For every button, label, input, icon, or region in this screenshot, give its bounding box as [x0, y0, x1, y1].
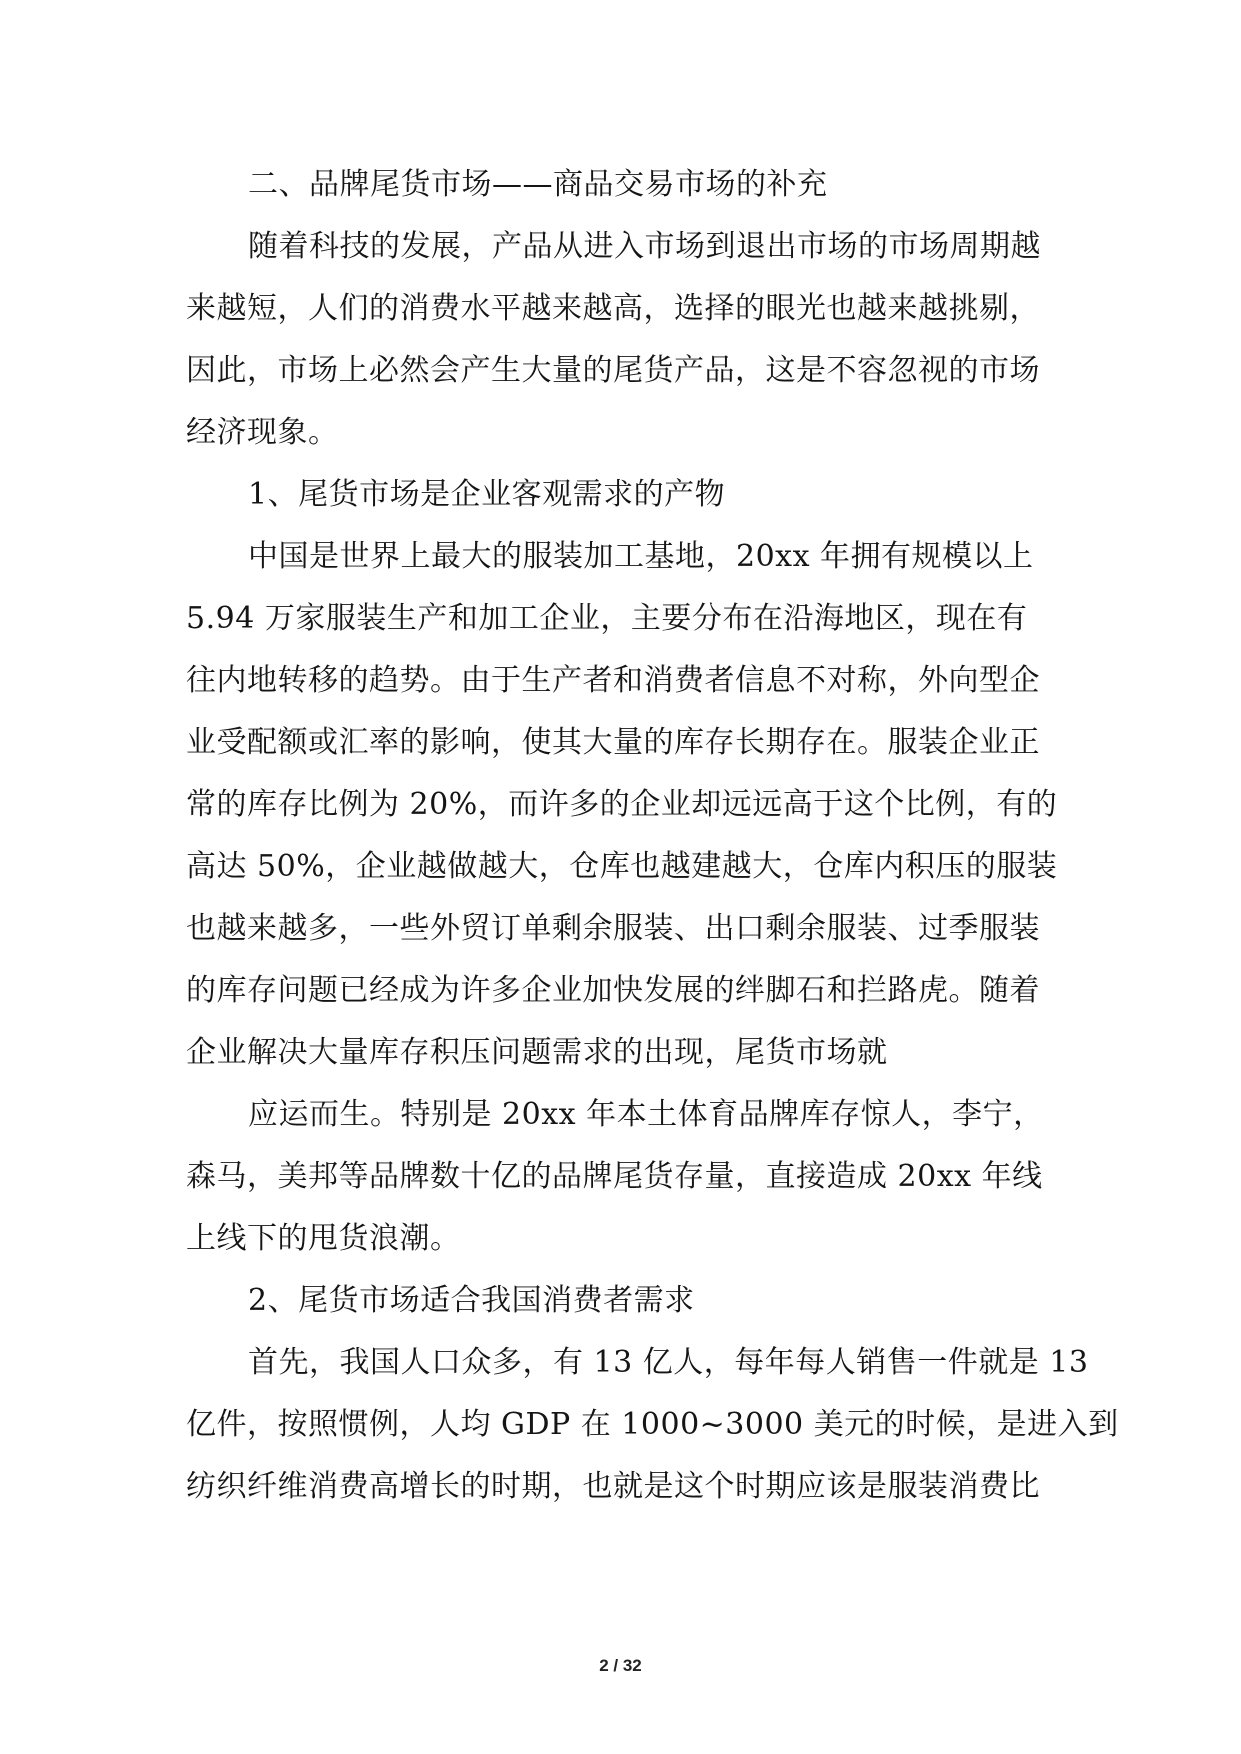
paragraph-line: 的库存问题已经成为许多企业加快发展的绊脚石和拦路虎。随着 [186, 973, 1040, 1008]
subsection-heading: 2、尾货市场适合我国消费者需求 [248, 1283, 695, 1318]
paragraph-line: 中国是世界上最大的服装加工基地，20xx 年拥有规模以上 [248, 539, 1034, 574]
section-heading: 二、品牌尾货市场——商品交易市场的补充 [248, 167, 828, 202]
paragraph-line: 亿件，按照惯例，人均 GDP 在 1000~3000 美元的时候，是进入到 [186, 1407, 1119, 1442]
paragraph-line: 纺织纤维消费高增长的时期，也就是这个时期应该是服装消费比 [186, 1469, 1040, 1504]
paragraph-line: 首先，我国人口众多，有 13 亿人，每年每人销售一件就是 13 [248, 1345, 1089, 1380]
paragraph-line: 随着科技的发展，产品从进入市场到退出市场的市场周期越 [248, 229, 1041, 264]
document-body [186, 154, 1119, 1518]
subsection-heading: 1、尾货市场是企业客观需求的产物 [248, 477, 726, 512]
paragraph-line: 因此，市场上必然会产生大量的尾货产品，这是不容忽视的市场 [186, 353, 1040, 388]
paragraph-line: 业受配额或汇率的影响，使其大量的库存长期存在。服装企业正 [186, 725, 1040, 760]
paragraph-line: 上线下的甩货浪潮。 [186, 1221, 461, 1256]
paragraph-line: 5.94 万家服装生产和加工企业，主要分布在沿海地区，现在有 [186, 601, 1028, 636]
paragraph-line: 高达 50%，企业越做越大，仓库也越建越大，仓库内积压的服装 [186, 849, 1058, 884]
paragraph-line: 森马，美邦等品牌数十亿的品牌尾货存量，直接造成 20xx 年线 [186, 1159, 1043, 1194]
page-number: 2 / 32 [599, 1656, 642, 1675]
paragraph-line: 来越短，人们的消费水平越来越高，选择的眼光也越来越挑剔， [186, 291, 1040, 326]
paragraph-line: 往内地转移的趋势。由于生产者和消费者信息不对称，外向型企 [186, 663, 1040, 698]
paragraph-line: 应运而生。特别是 20xx 年本土体育品牌库存惊人，李宁， [248, 1097, 1044, 1132]
paragraph-line: 企业解决大量库存积压问题需求的出现，尾货市场就 [186, 1035, 888, 1070]
paragraph-line: 常的库存比例为 20%，而许多的企业却远远高于这个比例，有的 [186, 787, 1058, 822]
paragraph-line: 经济现象。 [186, 415, 339, 450]
paragraph-line: 也越来越多，一些外贸订单剩余服装、出口剩余服装、过季服装 [186, 911, 1040, 946]
